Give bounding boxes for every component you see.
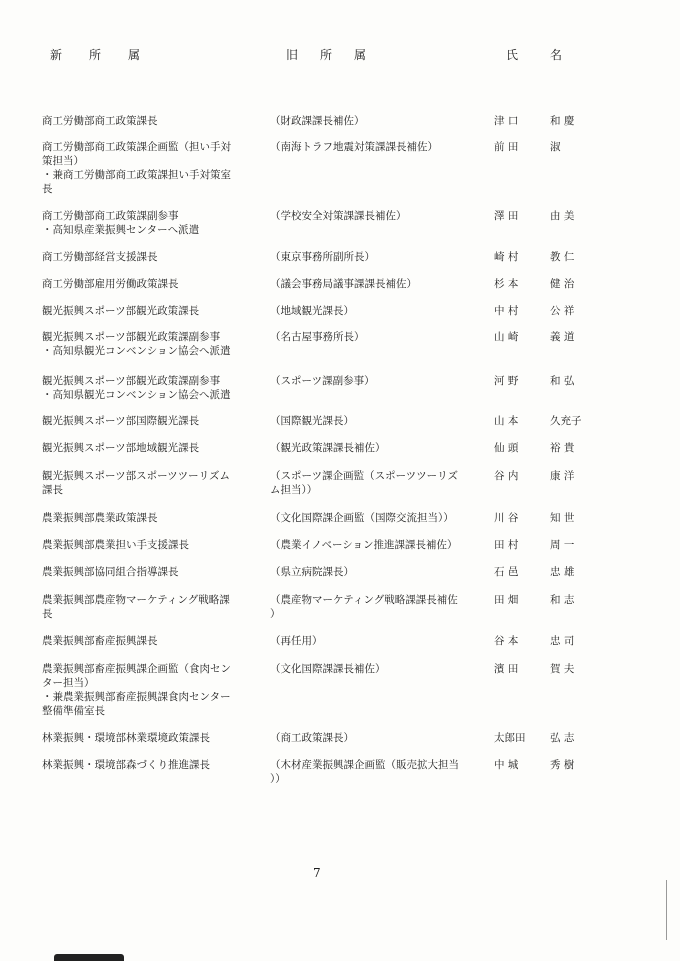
new-post-cell: [42, 114, 256, 128]
given-name: 由 美: [550, 210, 575, 222]
old-post-cell: [270, 114, 478, 128]
family-name: 杉 本: [494, 278, 519, 290]
new-post-cell: [42, 140, 256, 196]
family-name: 田 村: [494, 539, 519, 551]
family-name: 仙 頭: [494, 442, 519, 454]
new-post-line: 商工労働部雇用労働政策課長: [42, 278, 179, 290]
family-name: 山 本: [494, 415, 519, 427]
given-name: 裕 貴: [550, 442, 575, 454]
old-post-line: （再任用）: [270, 635, 323, 647]
family-name: 崎 村: [494, 251, 519, 263]
new-post-line: ・高知県観光コンベンション協会へ派遣: [42, 389, 231, 401]
new-post-line: 観光振興スポーツ部スポーツツーリズム: [42, 470, 230, 482]
new-post-line: 農業振興部協同組合指導課長: [42, 566, 179, 578]
new-post-cell: [42, 758, 256, 772]
old-post-cell: [270, 662, 478, 676]
old-post-line: （財政課課長補佐）: [270, 115, 365, 127]
new-post-line: 林業振興・環境部森づくり推進課長: [42, 759, 210, 771]
old-post-line: ム担当））: [270, 484, 318, 496]
old-post-line: （農産物マーケティング戦略課課長補佐: [270, 594, 458, 606]
page-number: 7: [313, 866, 321, 880]
new-post-line: 策担当）: [42, 155, 84, 167]
given-name: 弘 志: [550, 732, 575, 744]
old-post-cell: [270, 593, 478, 621]
old-post-line: （学校安全対策課課長補佐）: [270, 210, 407, 222]
old-post-line: （議会事務局議事課課長補佐）: [270, 278, 417, 290]
given-name: 知 世: [550, 512, 575, 524]
family-name: 濱 田: [494, 663, 519, 675]
new-post-line: 農業振興部畜産振興課長: [42, 635, 158, 647]
family-name: 谷 内: [494, 470, 519, 482]
new-post-cell: [42, 209, 256, 237]
old-post-cell: [270, 250, 478, 264]
new-post-line: 商工労働部経営支援課長: [42, 251, 158, 263]
old-post-line: （東京事務所副所長）: [270, 251, 375, 263]
old-post-line: （文化国際課企画監（国際交流担当））: [270, 512, 454, 524]
given-name: 教 仁: [550, 251, 575, 263]
new-post-line: 整備準備室長: [42, 705, 105, 717]
given-name: 和 志: [550, 594, 575, 606]
old-post-line: （国際観光課長）: [270, 415, 354, 427]
family-name: 津 口: [494, 115, 519, 127]
old-post-cell: [270, 634, 478, 648]
given-name: 賀 夫: [550, 663, 575, 675]
family-name: 河 野: [494, 375, 519, 387]
old-post-cell: [270, 538, 478, 552]
new-post-line: ・兼農業振興部畜産振興課食肉センター: [42, 691, 231, 703]
new-post-line: 長: [42, 608, 53, 620]
family-name: 川 谷: [494, 512, 519, 524]
given-name: 久充子: [550, 415, 582, 427]
given-name: 淑: [550, 141, 561, 153]
family-name: 田 畑: [494, 594, 519, 606]
new-post-line: 農業振興部農業担い手支援課長: [42, 539, 189, 551]
old-post-cell: [270, 209, 478, 223]
new-post-line: 課長: [42, 484, 63, 496]
new-post-line: ・兼商工労働部商工政策課担い手対策室: [42, 169, 231, 181]
old-post-cell: [270, 731, 478, 745]
family-name: 山 崎: [494, 331, 519, 343]
old-post-cell: [270, 330, 478, 344]
old-post-cell: [270, 441, 478, 455]
family-name: 澤 田: [494, 210, 519, 222]
family-name: 石 邑: [494, 566, 519, 578]
given-name: 忠 雄: [550, 566, 575, 578]
header-new-post: 新 所 属: [50, 48, 140, 62]
family-name: 太郎田: [494, 732, 526, 744]
old-post-line: （名古屋事務所長）: [270, 331, 365, 343]
old-post-line: ）: [270, 608, 281, 620]
new-post-cell: [42, 374, 256, 402]
new-post-cell: [42, 250, 256, 264]
new-post-line: 農業振興部畜産振興課企画監（食肉セン: [42, 663, 231, 675]
header-name: 氏 名: [506, 48, 562, 62]
given-name: 忠 司: [550, 635, 575, 647]
new-post-line: 観光振興スポーツ部国際観光課長: [42, 415, 200, 427]
new-post-cell: [42, 634, 256, 648]
new-post-cell: [42, 593, 256, 621]
new-post-line: 観光振興スポーツ部観光政策課長: [42, 305, 200, 317]
family-name: 前 田: [494, 141, 519, 153]
new-post-cell: [42, 277, 256, 291]
given-name: 義 道: [550, 331, 575, 343]
header-old-post: 旧 所 属: [286, 48, 366, 62]
new-post-line: 観光振興スポーツ部地域観光課長: [42, 442, 200, 454]
old-post-cell: [270, 414, 478, 428]
old-post-cell: [270, 565, 478, 579]
new-post-cell: [42, 469, 256, 497]
new-post-cell: [42, 330, 256, 358]
new-post-cell: [42, 538, 256, 552]
new-post-line: ・高知県産業振興センターへ派遣: [42, 224, 200, 236]
old-post-cell: [270, 469, 478, 497]
new-post-line: 商工労働部商工政策課長: [42, 115, 158, 127]
old-post-cell: [270, 511, 478, 525]
new-post-line: 商工労働部商工政策課企画監（担い手対: [42, 141, 231, 153]
given-name: 秀 樹: [550, 759, 575, 771]
new-post-cell: [42, 414, 256, 428]
old-post-line: （文化国際課課長補佐）: [270, 663, 386, 675]
new-post-line: 農業振興部農業政策課長: [42, 512, 158, 524]
new-post-line: 商工労働部商工政策課副参事: [42, 210, 179, 222]
old-post-line: （商工政策課長）: [270, 732, 354, 744]
new-post-line: 長: [42, 183, 53, 195]
old-post-cell: [270, 304, 478, 318]
old-post-line: （木材産業振興課企画監（販売拡大担当: [270, 759, 459, 771]
new-post-line: ター担当）: [42, 677, 95, 689]
old-post-cell: [270, 140, 478, 154]
family-name: 谷 本: [494, 635, 519, 647]
old-post-line: （スポーツ課企画監（スポーツツーリズ: [270, 470, 458, 482]
new-post-line: ・高知県観光コンベンション協会へ派遣: [42, 345, 231, 357]
given-name: 周 一: [550, 539, 575, 551]
given-name: 公 祥: [550, 305, 575, 317]
new-post-line: 林業振興・環境部林業環境政策課長: [42, 732, 210, 744]
old-post-line: （地域観光課長）: [270, 305, 354, 317]
new-post-cell: [42, 662, 256, 718]
scan-artifact: [54, 954, 124, 961]
scan-edge-line: [666, 880, 667, 940]
new-post-cell: [42, 511, 256, 525]
old-post-line: （観光政策課課長補佐）: [270, 442, 386, 454]
old-post-cell: [270, 758, 478, 786]
family-name: 中 城: [494, 759, 519, 771]
new-post-cell: [42, 441, 256, 455]
given-name: 健 治: [550, 278, 575, 290]
new-post-line: 農業振興部農産物マーケティング戦略課: [42, 594, 230, 606]
old-post-cell: [270, 277, 478, 291]
new-post-line: 観光振興スポーツ部観光政策課副参事: [42, 375, 221, 387]
family-name: 中 村: [494, 305, 519, 317]
given-name: 和 慶: [550, 115, 575, 127]
new-post-line: 観光振興スポーツ部観光政策課副参事: [42, 331, 221, 343]
given-name: 和 弘: [550, 375, 575, 387]
given-name: 康 洋: [550, 470, 575, 482]
old-post-line: （県立病院課長）: [270, 566, 354, 578]
old-post-line: （農業イノベーション推進課課長補佐）: [270, 539, 458, 551]
old-post-line: （スポーツ課副参事）: [270, 375, 375, 387]
new-post-cell: [42, 304, 256, 318]
old-post-line: （南海トラフ地震対策課課長補佐）: [270, 141, 438, 153]
new-post-cell: [42, 731, 256, 745]
new-post-cell: [42, 565, 256, 579]
old-post-cell: [270, 374, 478, 388]
old-post-line: ））: [270, 773, 286, 785]
